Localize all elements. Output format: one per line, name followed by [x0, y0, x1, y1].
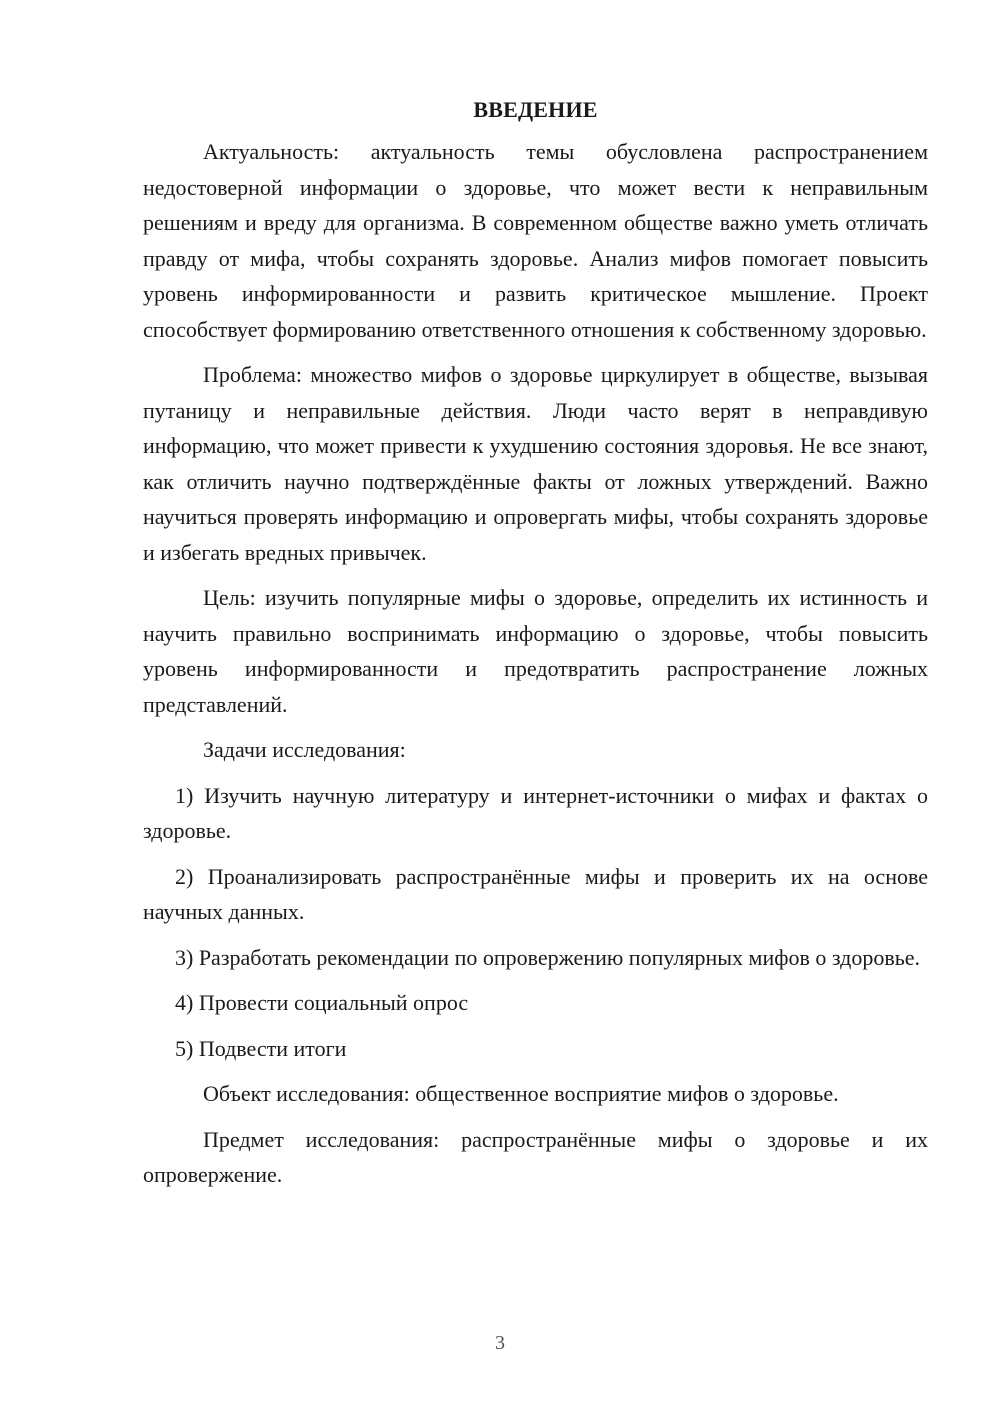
- page-number: 3: [495, 1332, 505, 1354]
- page-content: [143, 92, 928, 1203]
- tasks-heading: Задачи исследования:: [203, 737, 406, 762]
- task-item: 5) Подвести итоги: [175, 1035, 347, 1061]
- page-title: ВВЕДЕНИЕ: [473, 97, 598, 122]
- relevance-paragraph: Актуальность: актуальность темы обусловлена распространением недостоверной информации о здоровье, что может вести к неправильным решениям и вреду для организма. В современном обществе важно уметь отличать правду от мифа, чтобы сохранять здоровье. Анализ мифов помогает повысить уровень информированности и развить критическое мышление. Проект способствует формированию ответственного отношения к собственному здоровью.: [143, 139, 928, 342]
- task-item: 4) Провести социальный опрос: [175, 990, 469, 1015]
- task-item: 2) Проанализировать распространённые мифы и проверить их на основе научных данных.: [143, 863, 928, 924]
- subject-paragraph: Предмет исследования: распространённые мифы о здоровье и их опровержение.: [143, 1126, 928, 1187]
- goal-paragraph: Цель: изучить популярные мифы о здоровье, определить их истинность и научить правильно воспринимать информацию о здоровье, чтобы повысить уровень информированности и предотвратить распространение ложных представлений.: [143, 585, 928, 717]
- task-item: 1) Изучить научную литературу и интернет-источники о мифах и фактах о здоровье.: [143, 782, 928, 843]
- problem-paragraph: Проблема: множество мифов о здоровье циркулирует в обществе, вызывая путаницу и неправильные действия. Люди часто верят в неправдивую информацию, что может привести к ухудшению состояния здоровья. Не все знают, как отличить научно подтверждённые факты от ложных утверждений. Важно научиться проверять информацию и опровергать мифы, чтобы сохранять здоровье и избегать вредных привычек.: [143, 362, 928, 565]
- object-paragraph: Объект исследования: общественное восприятие мифов о здоровье.: [203, 1081, 839, 1106]
- task-item: 3) Разработать рекомендации по опровержению популярных мифов о здоровье.: [175, 944, 921, 970]
